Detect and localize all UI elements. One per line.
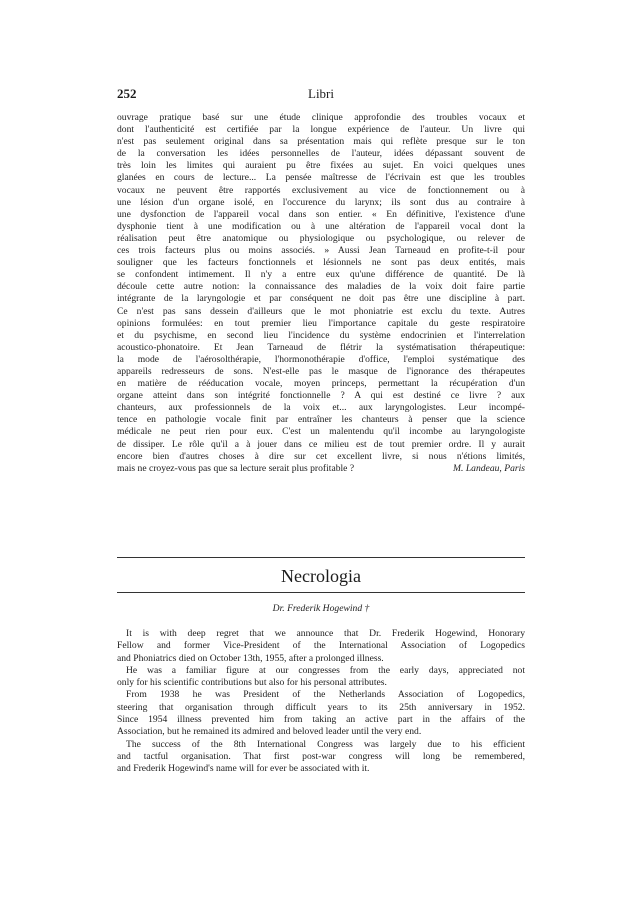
review-last-line xyxy=(117,463,525,475)
review-line: intégrante de la laryngologie et par conséquent ne doit pas être une discipline à part. xyxy=(117,293,525,305)
review-line: une dysfonction de l'appareil vocal dans son entier. « En définitive, l'existence d'une xyxy=(117,208,525,220)
obituary-text xyxy=(117,628,525,776)
obituary-line: and tactful organisation. That first post-war congress will long be remembered, xyxy=(117,750,525,762)
obituary-line: He was a familiar figure at our congresses from the early days, appreciated not xyxy=(126,664,525,676)
obituary-line: steering that organisation through difficult years to its 25th anniversary in 1952. xyxy=(117,701,525,713)
review-line: médicale ne peut rien pour eux. C'est un malentendu qu'il incombe au laryngologiste xyxy=(117,426,525,438)
review-line: de la conversation les idées personnelles de l'auteur, idées dépassant souvent de xyxy=(117,148,525,160)
obituary-paragraph xyxy=(117,665,525,690)
obituary-line: The success of the 8th International Congress was largely due to his efficient xyxy=(126,738,525,750)
review-line: mais ne croyez-vous pas que sa lecture serait plus profitable ? xyxy=(117,462,355,474)
review-line: vocaux ne peuvent être rapportés exclusivement au vice de fonctionnement ou à xyxy=(117,184,525,196)
review-line: Ce n'est pas sans dessein d'ailleurs que le mot phoniatrie est exclu du texte. Autres xyxy=(117,305,525,317)
obituary-line: Association, but he remained its admired and beloved leader until the very end. xyxy=(117,726,422,738)
review-line: dysphonie tient à une modification ou à une altération de l'appareil vocal dont la xyxy=(117,220,525,232)
review-line: opinions formulées: en tout premier lieu l'importance capitale du geste respiratoire xyxy=(117,317,525,329)
obituary-line: From 1938 he was President of the Netherlands Association of Logopedics, xyxy=(126,689,525,701)
review-line: ces trois facteurs plus ou moins associés. » Aussi Jean Tarneaud en profite-t-il pour xyxy=(117,245,525,257)
section-title: Necrologia xyxy=(281,566,361,586)
running-title: Libri xyxy=(308,86,334,101)
review-line: dont l'authenticité est certifiée par la longue expérience de l'auteur. Un livre qui xyxy=(117,124,525,136)
review-line: acoustico-phonatoire. Et Jean Tarneaud de flétrir la systématisation thérapeutique: xyxy=(117,341,525,353)
obituary-line: Since 1954 illness prevented him from taking an active part in the affairs of the xyxy=(117,714,525,726)
obituary-line: Fellow and former Vice-President of the International Association of Logopedics xyxy=(117,640,525,652)
review-line: la mode de l'aérosolthérapie, l'hormonothérapie d'office, l'emploi systématique des xyxy=(117,353,525,365)
obituary-subhead: Dr. Frederik Hogewind † xyxy=(272,603,370,614)
review-line: une lésion d'un organe isolé, en l'occurence du larynx; ils sont dus au contraire à xyxy=(117,196,525,208)
obituary-paragraph xyxy=(117,689,525,738)
review-line: réalisation peut être anatomique ou physiologique ou psychologique, ou relever de xyxy=(117,232,525,244)
obituary-line: and Phoniatrics died on October 13th, 1955, after a prolonged illness. xyxy=(117,652,384,664)
page-header xyxy=(117,86,525,102)
obituary-paragraph xyxy=(117,739,525,776)
review-line: de dissiper. Le rôle qu'il a à jouer dans ce milieu est de tout premier ordre. Il y aurait xyxy=(117,438,525,450)
review-line: chanteurs, aux professionnels de la voix et... aux laryngologistes. Leur incompé- xyxy=(117,402,525,414)
review-line: tence en pathologie vocale finit par entraîner les chanteurs à penser que la science xyxy=(117,414,525,426)
review-line: très loin les limites qui auraient pu être fixées au sujet. En voici quelques unes xyxy=(117,160,525,172)
obituary-line: only for his scientific contributions but also for his personal attributes. xyxy=(117,677,387,689)
page-number: 252 xyxy=(117,86,137,101)
review-line: appareils redresseurs de sons. N'est-elle pas le masque de l'ignorance des thérapeutes xyxy=(117,365,525,377)
review-line: glanées en cours de lecture... La pensée maîtresse de l'écrivain est que les troubles xyxy=(117,172,525,184)
review-line: découle cette autre notion: la connaissance des maladies de la voix doit faire partie xyxy=(117,281,525,293)
section-rule-bottom xyxy=(117,592,525,593)
obituary-paragraph xyxy=(117,628,525,665)
review-line: et du psychisme, en second lieu l'incidence du système endocrinien et l'interrelation xyxy=(117,329,525,341)
review-line: ouvrage pratique basé sur une étude clinique approfondie des troubles vocaux et xyxy=(117,112,525,123)
book-review-text xyxy=(117,112,525,475)
review-line: se confondent intimement. Il n'y a entre eux qu'une différence de quantité. De là xyxy=(117,269,525,281)
review-line: organe atteint dans son intégrité fonctionnelle ? A qui est destiné ce livre ? aux xyxy=(117,390,525,402)
review-line: encore bien d'autres choses à dire sur cet excellent livre, si nous n'étions limités, xyxy=(117,450,525,462)
obituary-line: and Frederik Hogewind's name will for ever be associated with it. xyxy=(117,763,370,775)
review-line: n'est pas seulement original dans sa présentation mais qui reflète presque sur le ton xyxy=(117,136,525,148)
review-signature: M. Landeau, Paris xyxy=(453,462,525,474)
obituary-line: It is with deep regret that we announce that Dr. Frederik Hogewind, Honorary xyxy=(126,628,525,639)
review-line: en matière de rééducation vocale, moyen princeps, permettant la récupération d'un xyxy=(117,378,525,390)
section-rule-top xyxy=(117,557,525,558)
review-line: souligner que les facteurs fonctionnels et lésionnels ne sont pas deux entités, mais xyxy=(117,257,525,269)
